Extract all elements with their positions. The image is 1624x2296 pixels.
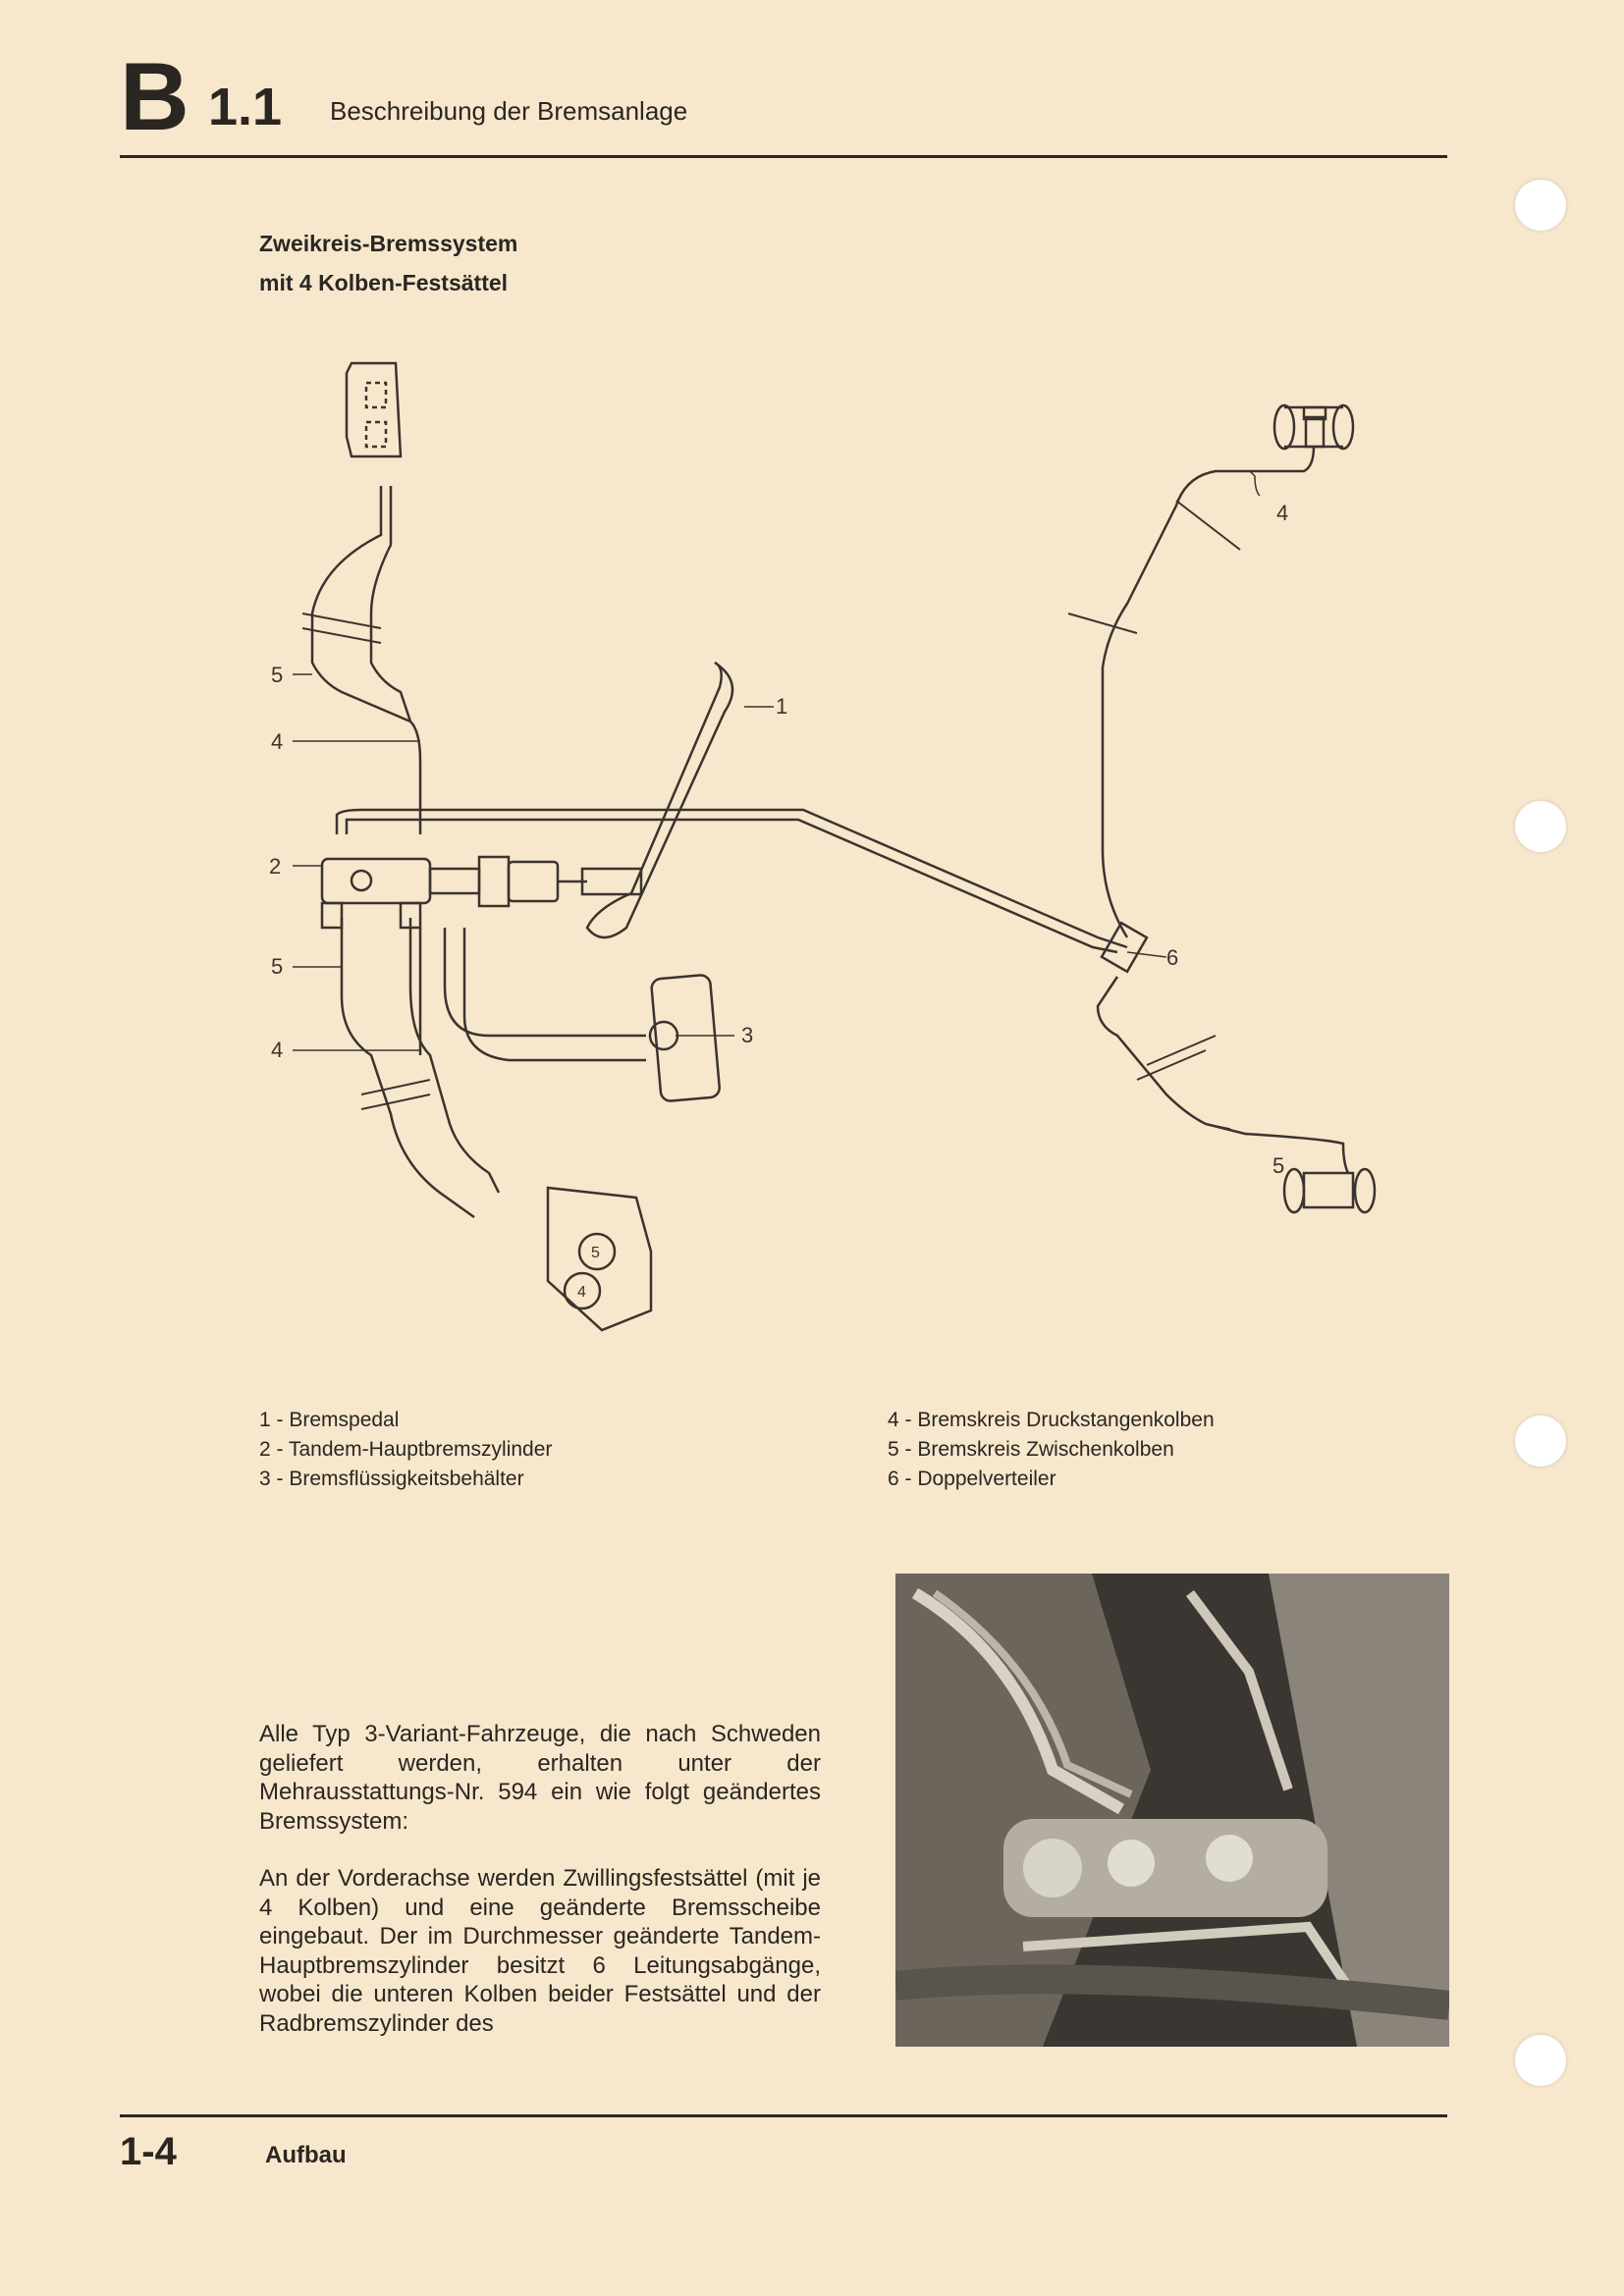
master-cylinder (322, 857, 509, 928)
master-cylinder-photo (895, 1574, 1449, 2047)
callout-4-upper: 4 (271, 729, 284, 754)
legend-item: 1 - Bremspedal (259, 1409, 400, 1431)
legend-item: 5 - Bremskreis Zwischenkolben (888, 1438, 1174, 1461)
section-number: 1.1 (208, 78, 283, 136)
wheel-cylinder-top (1274, 405, 1353, 449)
footer-rule (120, 2114, 1447, 2117)
front-caliper (548, 1188, 651, 1330)
header-rule (120, 155, 1447, 158)
legend-right (888, 1406, 1215, 1494)
brake-pedal (509, 663, 732, 937)
callout-5-upper: 5 (271, 663, 284, 687)
punch-hole (1515, 2035, 1566, 2086)
callout-4-rear: 4 (1276, 501, 1289, 525)
callout-2: 2 (269, 854, 282, 879)
legend-item: 6 - Doppelverteiler (888, 1468, 1056, 1490)
legend-item: 2 - Tandem-Hauptbremszylinder (259, 1438, 553, 1461)
paragraph-2: An der Vorderachse werden Zwillingsfestsättel (mit je 4 Kolben) und eine geänderte Bremsscheibe eingebaut. Der im Durchmesser geänderte Tandem-Hauptbremszylinder besitzt 6 Leitungsabgänge, wobei die unteren Kolben beider Festsättel und der Radbremszylinder des (259, 1865, 821, 2037)
brake-system-diagram (263, 348, 1412, 1374)
svg-text:4: 4 (577, 1284, 586, 1301)
legend-left (259, 1406, 552, 1494)
callout-leaders (293, 471, 1260, 1129)
callout-6: 6 (1166, 945, 1179, 970)
callout-4-lower: 4 (271, 1038, 284, 1062)
section-letter: B (120, 42, 188, 150)
callout-5-lower: 5 (271, 954, 284, 979)
page-title: Beschreibung der Bremsanlage (330, 96, 688, 126)
diagram-title-line1: Zweikreis-Bremssystem (259, 231, 518, 256)
wheel-cylinder-bottom (1284, 1169, 1375, 1212)
paragraph-1: Alle Typ 3-Variant-Fahrzeuge, die nach Schweden geliefert werden, erhalten unter der Mehrausstattungs-Nr. 594 ein wie folgt geändertes Bremssystem: (259, 1721, 821, 1835)
diagram-title-line2: mit 4 Kolben-Festsättel (259, 270, 509, 295)
punch-hole (1515, 1415, 1566, 1467)
rear-left-caliper (347, 363, 401, 456)
photo-image (895, 1574, 1449, 2047)
callout-5-rear: 5 (1272, 1153, 1285, 1178)
legend-item: 3 - Bremsflüssigkeitsbehälter (259, 1468, 524, 1490)
svg-text:5: 5 (591, 1245, 600, 1261)
callout-1: 1 (776, 694, 788, 719)
footer-section: Aufbau (265, 2142, 347, 2168)
fluid-reservoir (650, 975, 721, 1102)
body-text (259, 1720, 821, 2066)
legend-item: 4 - Bremskreis Druckstangenkolben (888, 1409, 1215, 1431)
punch-hole (1515, 801, 1566, 852)
page-number: 1-4 (120, 2130, 177, 2173)
diagram-title (259, 224, 517, 302)
callout-3: 3 (741, 1023, 754, 1047)
punch-hole (1515, 180, 1566, 231)
brake-lines (312, 447, 1348, 1217)
